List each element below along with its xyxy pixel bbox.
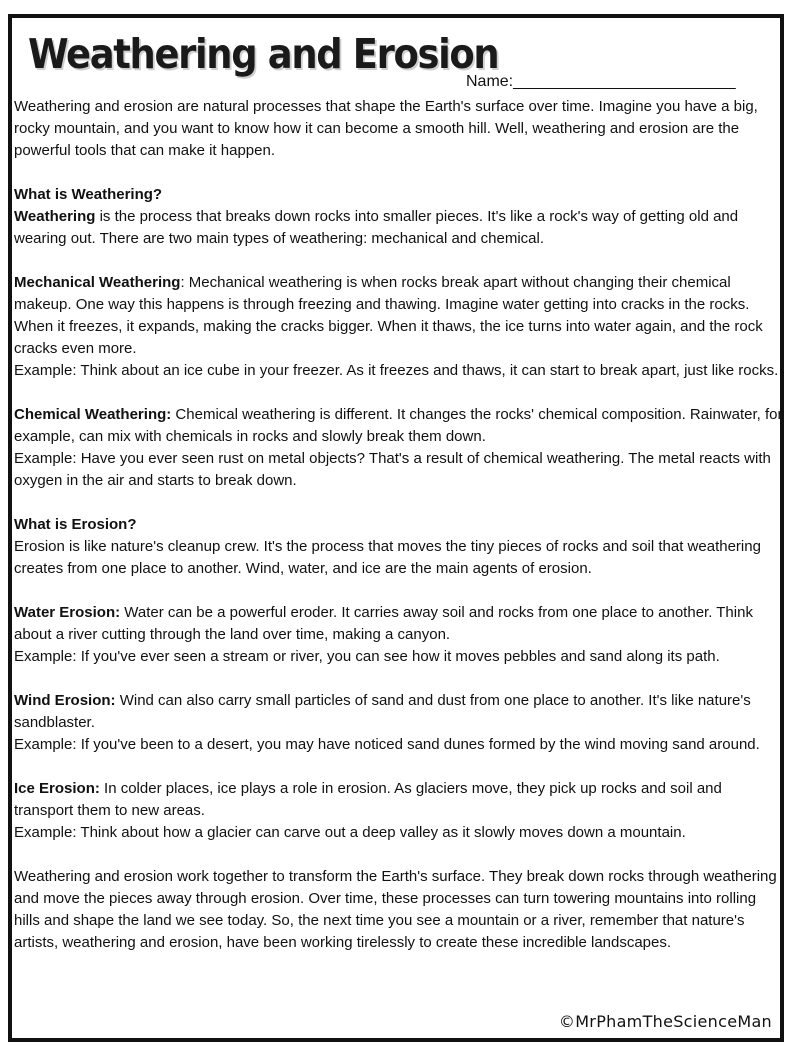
erosion-heading: What is Erosion?: [14, 516, 137, 533]
mechanical-text: : Mechanical weathering is when rocks break apart without changing their chemical makeup. One way this happens is through freezing and thawing. Imagine water getting into cracks in the rocks. When it freezes, it expands, making the cracks bigger. When it thaws, the ice turns into water again, and the rock cracks even more.: [14, 274, 763, 357]
weathering-term: Weathering: [14, 208, 96, 225]
ice-erosion-section: [14, 778, 784, 844]
name-field-label: Name:_________________________: [466, 73, 736, 90]
ice-erosion-example: Example: Think about how a glacier can carve out a deep valley as it slowly moves down a mountain.: [14, 824, 686, 841]
erosion-text: Erosion is like nature's cleanup crew. It's the process that moves the tiny pieces of rocks and soil that weathering creates from one place to another. Wind, water, and ice are the main agents of erosion.: [14, 538, 761, 577]
ice-erosion-term: Ice Erosion:: [14, 780, 100, 797]
water-erosion-term: Water Erosion:: [14, 604, 121, 621]
copyright-notice: ©MrPhamTheScienceMan: [555, 1012, 772, 1031]
water-erosion-text: Water can be a powerful eroder. It carries away soil and rocks from one place to another. Think about a river cutting through the land over time, making a canyon.: [14, 604, 753, 643]
chemical-example: Example: Have you ever seen rust on metal objects? That's a result of chemical weathering. The metal reacts with oxygen in the air and starts to break down.: [14, 450, 771, 489]
mechanical-term: Mechanical Weathering: [14, 274, 181, 291]
mechanical-example: Example: Think about an ice cube in your freezer. As it freezes and thaws, it can start to break apart, just like rocks.: [14, 362, 779, 379]
chemical-term: Chemical Weathering:: [14, 406, 172, 423]
water-erosion-example: Example: If you've ever seen a stream or river, you can see how it moves pebbles and sand along its path.: [14, 648, 720, 665]
article-body: [14, 96, 784, 976]
conclusion-paragraph: Weathering and erosion work together to transform the Earth's surface. They break down rocks through weathering and move the pieces away through erosion. Over time, these processes can turn towering mountains into rolling hills and shape the land we see today. So, the next time you see a mountain or a river, remember that nature's artists, weathering and erosion, have been working tirelessly to create these incredible landscapes.: [14, 868, 777, 951]
page-title: Weathering and Erosion: [28, 30, 499, 78]
weathering-text: is the process that breaks down rocks into smaller pieces. It's like a rock's way of getting old and wearing out. There are two main types of weathering: mechanical and chemical.: [14, 208, 739, 247]
chemical-section: [14, 404, 784, 492]
weathering-heading: What is Weathering?: [14, 186, 163, 203]
weathering-section: [14, 184, 784, 250]
erosion-section: [14, 514, 784, 580]
wind-erosion-text: Wind can also carry small particles of sand and dust from one place to another. It's like nature's sandblaster.: [14, 692, 751, 731]
water-erosion-section: [14, 602, 784, 668]
wind-erosion-term: Wind Erosion:: [14, 692, 116, 709]
chemical-text: Chemical weathering is different. It changes the rocks' chemical composition. Rainwater, for example, can mix with chemicals in rocks and slowly break them down.: [14, 406, 783, 445]
wind-erosion-example: Example: If you've been to a desert, you may have noticed sand dunes formed by the wind moving sand around.: [14, 736, 760, 753]
intro-paragraph: Weathering and erosion are natural processes that shape the Earth's surface over time. Imagine you have a big, rocky mountain, and you want to know how it can become a smooth hill. Well, weathering and erosion are the powerful tools that can make it happen.: [14, 98, 758, 159]
ice-erosion-text: In colder places, ice plays a role in erosion. As glaciers move, they pick up rocks and soil and transport them to new areas.: [14, 780, 722, 819]
mechanical-section: [14, 272, 784, 382]
wind-erosion-section: [14, 690, 784, 756]
